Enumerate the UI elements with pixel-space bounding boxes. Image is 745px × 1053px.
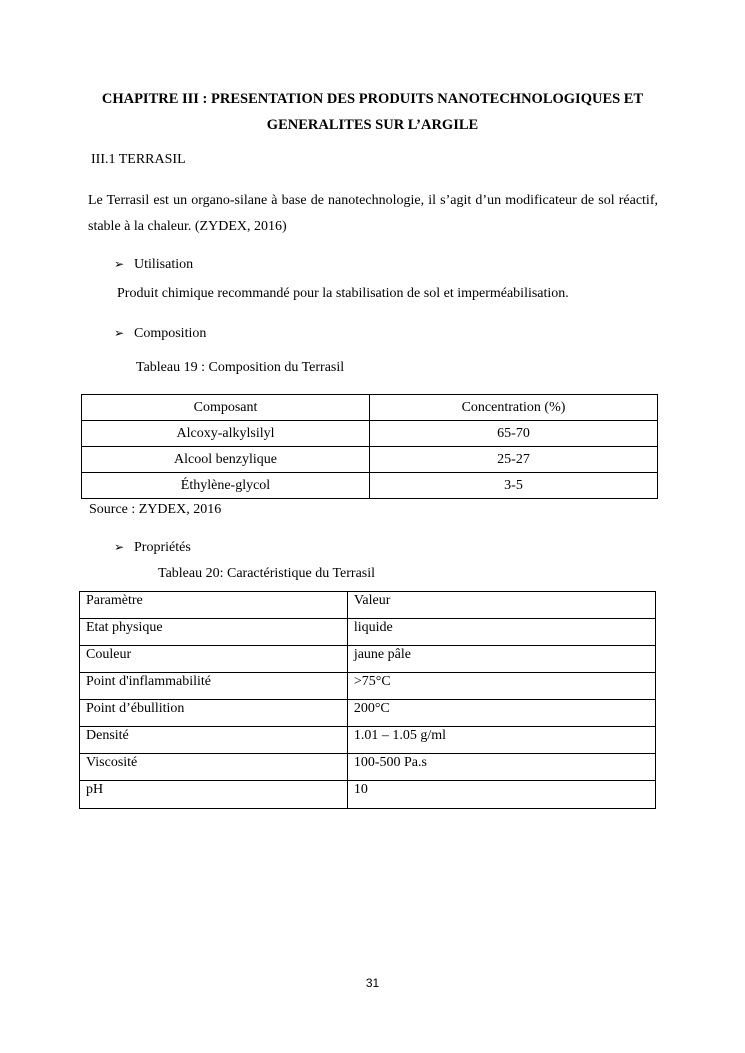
header-valeur: Valeur — [347, 592, 655, 619]
bullet-proprietes-label: Propriétés — [134, 540, 191, 555]
cell-valeur: jaune pâle — [347, 646, 655, 673]
table-row — [80, 700, 656, 727]
cell-concentration: 25-27 — [370, 447, 658, 473]
table-header-row — [82, 395, 658, 421]
cell-parametre: Couleur — [80, 646, 348, 673]
intro-paragraph: Le Terrasil est un organo-silane à base de nanotechnologie, il s’agit d’un modificateur de sol réactif, stable à la chaleur. (ZYDEX, 2016) — [88, 193, 658, 234]
composition-table — [81, 394, 658, 499]
cell-parametre: Etat physique — [80, 619, 348, 646]
cell-valeur: 100-500 Pa.s — [347, 754, 655, 781]
header-concentration: Concentration (%) — [370, 395, 658, 421]
table-row — [80, 673, 656, 700]
table-row — [80, 646, 656, 673]
table-row — [80, 619, 656, 646]
characteristics-table — [79, 591, 656, 809]
bullet-composition — [114, 326, 206, 342]
cell-parametre: Point d'inflammabilité — [80, 673, 348, 700]
cell-composant: Éthylène-glycol — [82, 473, 370, 499]
chapter-title: CHAPITRE III : PRESENTATION DES PRODUITS NANOTECHNOLOGIQUES ET GENERALITES SUR L’ARGILE — [101, 91, 644, 133]
table19-caption: Tableau 19 : Composition du Terrasil — [136, 360, 345, 375]
cell-concentration: 65-70 — [370, 421, 658, 447]
table-row — [82, 473, 658, 499]
cell-valeur: liquide — [347, 619, 655, 646]
cell-valeur: 1.01 – 1.05 g/ml — [347, 727, 655, 754]
table-row — [82, 447, 658, 473]
arrowhead-bullet-icon: ➢ — [114, 540, 125, 554]
cell-composant: Alcool benzylique — [82, 447, 370, 473]
bullet-utilisation — [114, 257, 193, 273]
cell-concentration: 3-5 — [370, 473, 658, 499]
bullet-utilisation-label: Utilisation — [134, 257, 194, 272]
cell-composant: Alcoxy-alkylsilyl — [82, 421, 370, 447]
cell-parametre: Viscosité — [80, 754, 348, 781]
table20-caption: Tableau 20: Caractéristique du Terrasil — [158, 566, 376, 581]
cell-valeur: >75°C — [347, 673, 655, 700]
table-row — [82, 421, 658, 447]
cell-parametre: Point d’ébullition — [80, 700, 348, 727]
header-composant: Composant — [82, 395, 370, 421]
arrowhead-bullet-icon: ➢ — [114, 326, 125, 340]
section-heading: III.1 TERRASIL — [91, 152, 186, 167]
bullet-proprietes — [114, 540, 191, 556]
page-number: 31 — [365, 976, 380, 990]
cell-parametre: Densité — [80, 727, 348, 754]
cell-valeur: 200°C — [347, 700, 655, 727]
cell-valeur: 10 — [347, 781, 655, 809]
table-row — [80, 727, 656, 754]
utilisation-text: Produit chimique recommandé pour la stabilisation de sol et imperméabilisation. — [117, 286, 569, 301]
table-header-row — [80, 592, 656, 619]
bullet-composition-label: Composition — [134, 326, 207, 341]
table19-source: Source : ZYDEX, 2016 — [89, 502, 222, 517]
table-row — [80, 754, 656, 781]
table-row — [80, 781, 656, 809]
cell-parametre: pH — [80, 781, 348, 809]
arrowhead-bullet-icon: ➢ — [114, 257, 125, 271]
header-parametre: Paramètre — [80, 592, 348, 619]
